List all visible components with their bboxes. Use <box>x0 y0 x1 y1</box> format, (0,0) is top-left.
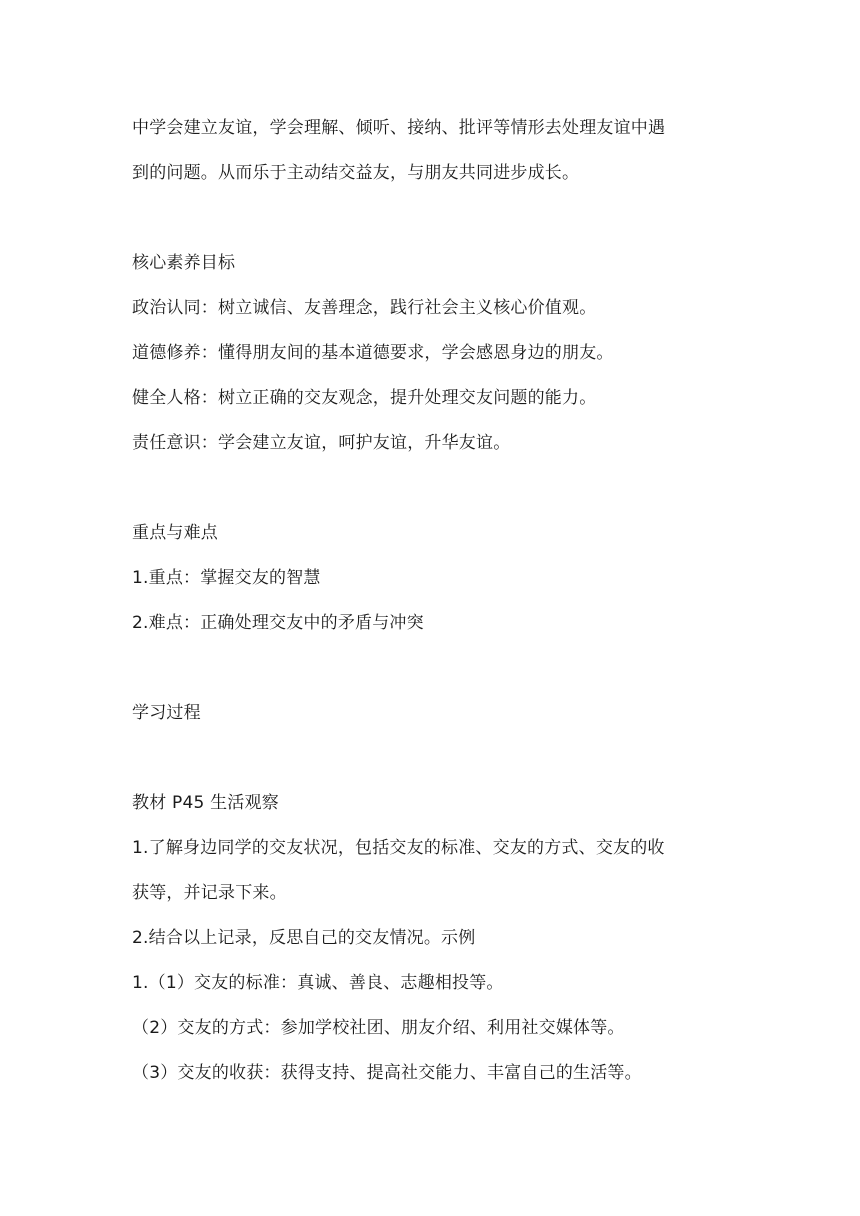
core-literacy-item: 政治认同：树立诚信、友善理念，践行社会主义核心价值观。 <box>132 298 597 318</box>
textbook-line: 2.结合以上记录，反思自己的交友情况。示例 <box>132 928 476 948</box>
core-literacy-item: 道德修养：懂得朋友间的基本道德要求，学会感恩身边的朋友。 <box>132 343 614 363</box>
textbook-line: 1.（1）交友的标准：真诚、善良、志趣相投等。 <box>132 973 504 993</box>
core-literacy-item: 健全人格：树立正确的交友观念，提升处理交友问题的能力。 <box>132 388 597 408</box>
textbook-line: （2）交友的方式：参加学校社团、朋友介绍、利用社交媒体等。 <box>132 1018 625 1038</box>
key-point-item: 2.难点：正确处理交友中的矛盾与冲突 <box>132 613 424 633</box>
textbook-line: 1.了解身边同学的交友状况，包括交友的标准、交友的方式、交友的收 <box>132 838 665 858</box>
section-heading-process: 学习过程 <box>132 703 201 723</box>
core-literacy-item: 责任意识：学会建立友谊，呵护友谊，升华友谊。 <box>132 433 511 453</box>
intro-line: 中学会建立友谊，学会理解、倾听、接纳、批评等情形去处理友谊中遇 <box>132 118 666 138</box>
intro-line: 到的问题。从而乐于主动结交益友，与朋友共同进步成长。 <box>132 163 580 183</box>
section-heading-key-points: 重点与难点 <box>132 523 218 543</box>
section-heading-textbook: 教材 P45 生活观察 <box>132 793 279 813</box>
section-heading-core-literacy: 核心素养目标 <box>132 253 236 273</box>
textbook-line: （3）交友的收获：获得支持、提高社交能力、丰富自己的生活等。 <box>132 1063 642 1083</box>
key-point-item: 1.重点：掌握交友的智慧 <box>132 568 321 588</box>
textbook-line: 获等，并记录下来。 <box>132 883 287 903</box>
